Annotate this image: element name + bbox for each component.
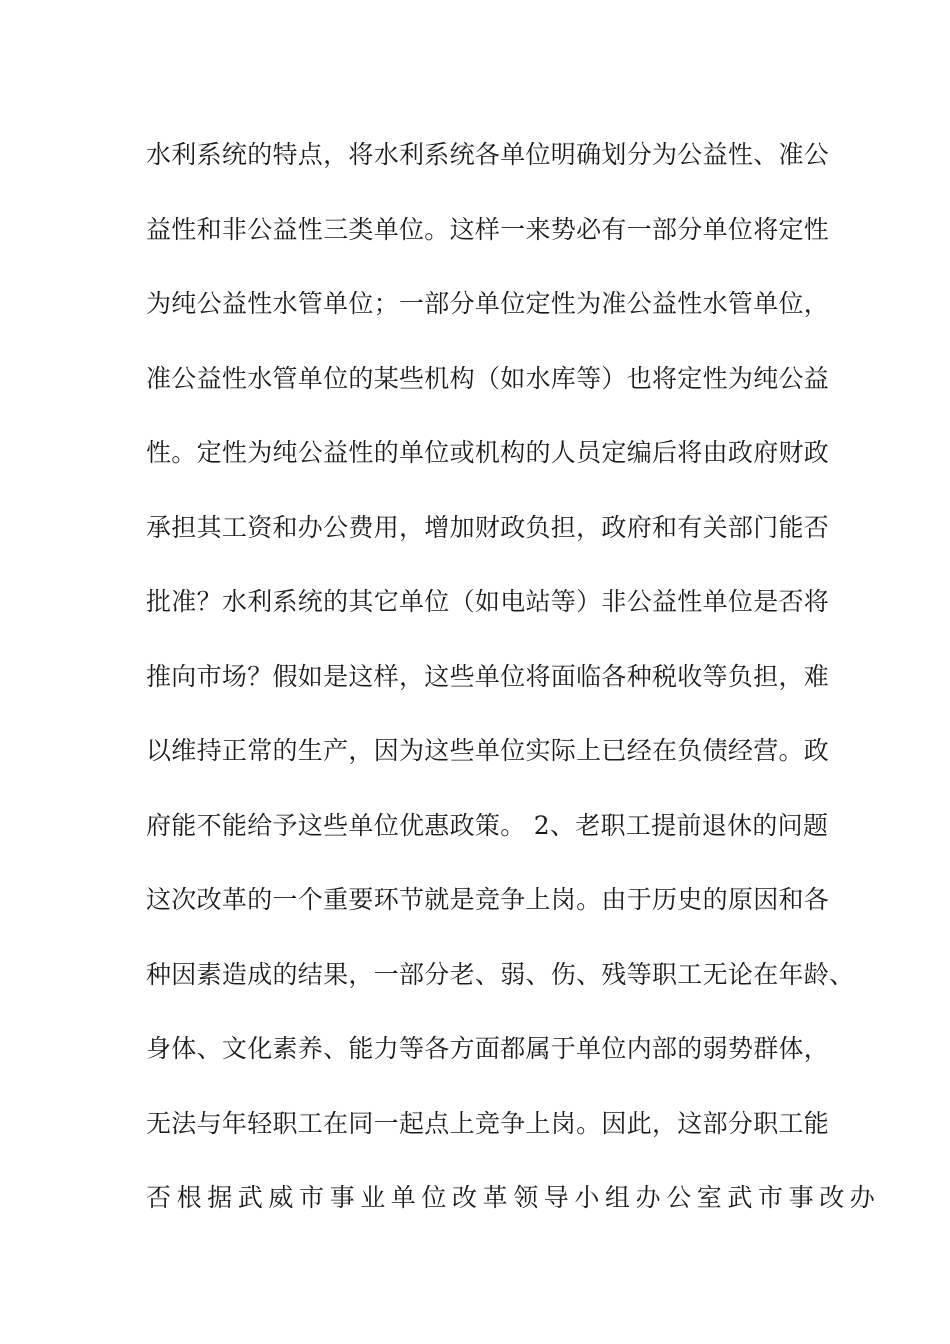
text-line: 这次改革的一个重要环节就是竞争上岗。由于历史的原因和各 (146, 885, 830, 914)
text-line: 否根据武威市事业单位改革领导小组办公室武市事改办 (146, 1183, 881, 1212)
text-line: 推向市场？假如是这样，这些单位将面临各种税收等负担，难 (146, 661, 830, 691)
text-line: 益性和非公益性三类单位。这样一来势必有一部分单位将定性 (146, 214, 830, 244)
text-line: 为纯公益性水管单位；一部分单位定性为准公益性水管单位， (146, 289, 830, 318)
text-line: 府能不能给予这些单位优惠政策。 2、老职工提前退休的问题 (146, 810, 829, 840)
body-text (146, 133, 881, 1251)
text-line: 无法与年轻职工在同一起点上竞争上岗。因此，这部分职工能 (146, 1108, 830, 1138)
text-line: 批准？水利系统的其它单位（如电站等）非公益性单位是否将 (146, 587, 830, 616)
text-line: 种因素造成的结果，一部分老、弱、伤、残等职工无论在年龄、 (146, 959, 855, 989)
text-line: 以维持正常的生产，因为这些单位实际上已经在负债经营。政 (146, 736, 830, 765)
text-line: 承担其工资和办公费用，增加财政负担，政府和有关部门能否 (146, 512, 830, 542)
text-line: 身体、文化素养、能力等各方面都属于单位内部的弱势群体， (146, 1034, 830, 1063)
text-line: 性。定性为纯公益性的单位或机构的人员定编后将由政府财政 (146, 438, 830, 467)
text-line: 准公益性水管单位的某些机构（如水库等）也将定性为纯公益 (146, 363, 830, 393)
text-line: 水利系统的特点，将水利系统各单位明确划分为公益性、准公 (146, 140, 830, 169)
